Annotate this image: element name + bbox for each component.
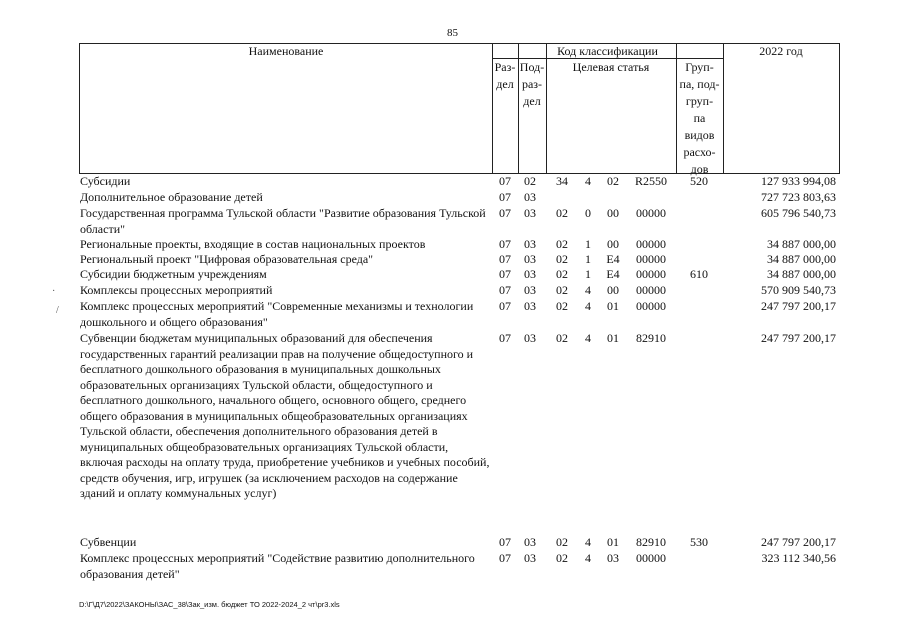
row-group: 610	[690, 267, 708, 281]
row-name: Субсидии	[80, 174, 131, 188]
row-amount: 605 796 540,73	[761, 206, 836, 220]
header-name: Наименование	[248, 44, 324, 58]
row-target-3: 01	[607, 299, 619, 313]
row-razdel: 07	[499, 283, 511, 297]
row-amount: 247 797 200,17	[761, 535, 836, 549]
row-name: Комплекс процессных мероприятий "Современные механизмы и технологии дошкольного и общего образования"	[80, 299, 474, 329]
row-name: Субвенции бюджетам муниципальных образований для обеспечения государственных гарантий реализации прав на получение общедоступного и бесплатного дошкольного образования в муниципальных дошкольных образовательных организациях Тульской области, общедоступного и бесплатного дошкольного, начального общего, основного общего, среднего общего образования в муниципальных общеобразовательных организациях Тульской области, обеспечения дополнительного образования детей в муниципальных общеобразовательных организациях Тульской области, включая расходы на оплату труда, приобретение учебников и учебных пособий, средств обучения, игр, игрушек (за исключением расходов на содержание зданий и оплату коммунальных услуг)	[80, 331, 490, 500]
header-razdel: Раз- дел	[494, 60, 516, 91]
row-target-1: 02	[556, 252, 568, 266]
row-target-1: 02	[556, 299, 568, 313]
row-target-3: 01	[607, 331, 619, 345]
row-target-1: 02	[556, 331, 568, 345]
row-target-2: 1	[585, 267, 591, 281]
row-name: Комплексы процессных мероприятий	[80, 283, 273, 297]
row-target-1: 02	[556, 237, 568, 251]
row-podrazdel: 02	[524, 174, 536, 188]
row-target-1: 02	[556, 283, 568, 297]
row-name: Региональные проекты, входящие в состав национальных проектов	[80, 237, 426, 251]
row-podrazdel: 03	[524, 206, 536, 220]
table-header	[79, 43, 840, 174]
row-amount: 247 797 200,17	[761, 331, 836, 345]
row-target-4: 82910	[636, 535, 666, 549]
header-year: 2022 год	[759, 44, 803, 58]
row-podrazdel: 03	[524, 237, 536, 251]
row-amount: 570 909 540,73	[761, 283, 836, 297]
row-name: Субсидии бюджетным учреждениям	[80, 267, 267, 281]
row-target-3: 03	[607, 551, 619, 565]
row-name: Региональный проект "Цифровая образовательная среда"	[80, 252, 374, 266]
row-target-3: 00	[607, 283, 619, 297]
scan-mark: ·	[52, 286, 56, 297]
row-target-1: 02	[556, 535, 568, 549]
row-target-2: 0	[585, 206, 591, 220]
row-razdel: 07	[499, 237, 511, 251]
row-target-3: 01	[607, 535, 619, 549]
header-target: Целевая статья	[572, 60, 650, 74]
row-podrazdel: 03	[524, 283, 536, 297]
row-group: 520	[690, 174, 708, 188]
row-target-4: 00000	[636, 267, 666, 281]
row-razdel: 07	[499, 252, 511, 266]
row-name: Субвенции	[80, 535, 137, 549]
row-razdel: 07	[499, 174, 511, 188]
row-amount: 34 887 000,00	[767, 237, 836, 251]
row-amount: 247 797 200,17	[761, 299, 836, 313]
row-podrazdel: 03	[524, 252, 536, 266]
row-razdel: 07	[499, 535, 511, 549]
row-target-3: 00	[607, 237, 619, 251]
row-podrazdel: 03	[524, 331, 536, 345]
row-target-2: 1	[585, 237, 591, 251]
row-razdel: 07	[499, 331, 511, 345]
row-podrazdel: 03	[524, 267, 536, 281]
row-target-3: 02	[607, 174, 619, 188]
row-amount: 127 933 994,08	[761, 174, 836, 188]
row-name: Комплекс процессных мероприятий "Содействие развитию дополнительного образования детей"	[80, 551, 475, 581]
row-target-4: 00000	[636, 237, 666, 251]
row-target-4: 00000	[636, 252, 666, 266]
row-target-4: 00000	[636, 283, 666, 297]
header-group: Груп- па, под- груп- па видов расхо- дов	[679, 60, 720, 176]
row-target-4: 82910	[636, 331, 666, 345]
row-podrazdel: 03	[524, 190, 536, 204]
row-razdel: 07	[499, 267, 511, 281]
row-target-2: 1	[585, 252, 591, 266]
row-target-3: 00	[607, 206, 619, 220]
row-target-2: 4	[585, 283, 591, 297]
row-podrazdel: 03	[524, 551, 536, 565]
header-code: Код классификации	[557, 44, 658, 58]
row-amount: 34 887 000,00	[767, 252, 836, 266]
row-target-4: 00000	[636, 299, 666, 313]
row-target-2: 4	[585, 535, 591, 549]
row-target-2: 4	[585, 331, 591, 345]
row-target-4: R2550	[634, 174, 667, 188]
row-podrazdel: 03	[524, 299, 536, 313]
row-target-1: 02	[556, 206, 568, 220]
row-razdel: 07	[499, 551, 511, 565]
row-name: Государственная программа Тульской области "Развитие образования Тульской области"	[80, 206, 486, 236]
page-number: 85	[447, 27, 458, 39]
row-podrazdel: 03	[524, 535, 536, 549]
row-target-2: 4	[585, 551, 591, 565]
row-target-4: 00000	[636, 206, 666, 220]
scan-mark: /	[56, 305, 59, 316]
row-target-1: 02	[556, 551, 568, 565]
row-amount: 727 723 803,63	[761, 190, 836, 204]
row-razdel: 07	[499, 299, 511, 313]
header-podrazdel: Под- раз- дел	[519, 60, 545, 108]
row-target-4: 00000	[636, 551, 666, 565]
row-target-2: 4	[585, 299, 591, 313]
row-razdel: 07	[499, 206, 511, 220]
row-group: 530	[690, 535, 708, 549]
row-target-2: 4	[585, 174, 591, 188]
row-razdel: 07	[499, 190, 511, 204]
row-target-1: 34	[556, 174, 568, 188]
row-target-3: E4	[606, 267, 620, 281]
file-path-footer: D:\Г\Д7\2022\ЗАКОНЫ\ЗАС_38\Зак_изм. бюджет ТО 2022-2024_2 чт\pr3.xls	[79, 600, 340, 609]
row-target-3: E4	[606, 252, 620, 266]
row-amount: 323 112 340,56	[761, 551, 836, 565]
row-amount: 34 887 000,00	[767, 267, 836, 281]
row-name: Дополнительное образование детей	[80, 190, 263, 204]
row-target-1: 02	[556, 267, 568, 281]
